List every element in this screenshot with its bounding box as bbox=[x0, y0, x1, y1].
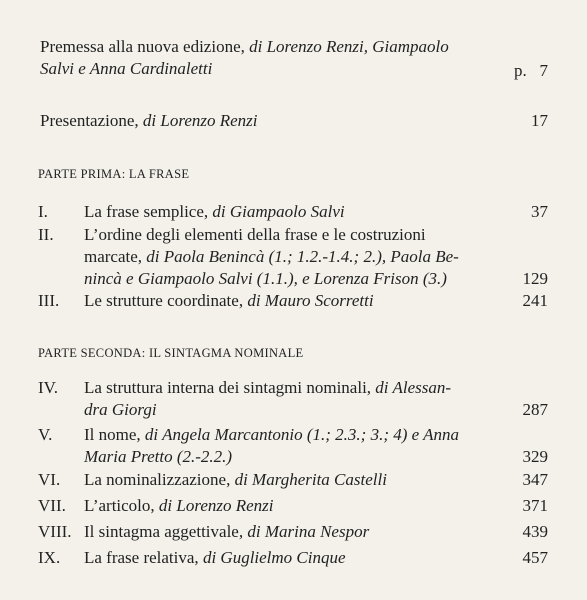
chapter-number: VIII. bbox=[38, 522, 72, 541]
toc-entry-text: La frase semplice, di Giampaolo Salvi bbox=[84, 202, 345, 221]
toc-page-number: 241 bbox=[522, 291, 548, 310]
chapter-number: VII. bbox=[38, 496, 66, 515]
toc-page-number: 329 bbox=[522, 447, 548, 466]
toc-page-number: 439 bbox=[522, 522, 548, 541]
toc-page-number: 371 bbox=[522, 496, 548, 515]
toc-page-number: 37 bbox=[531, 202, 548, 221]
toc-entry-text: La struttura interna dei sintagmi nominali, di Alessan- dra Giorgi bbox=[84, 378, 452, 419]
chapter-number: IX. bbox=[38, 548, 61, 567]
toc-entry-text bbox=[40, 36, 492, 80]
chapter-number: VI. bbox=[38, 470, 61, 489]
toc-entry-text: L’articolo, di Lorenzo Renzi bbox=[84, 496, 274, 515]
toc-entry-text: Il sintagma aggettivale, di Marina Nespor bbox=[84, 522, 370, 541]
toc-title: Premessa alla nuova edizione, bbox=[40, 37, 245, 56]
chapter-number: II. bbox=[38, 225, 54, 244]
chapter-number: V. bbox=[38, 425, 53, 444]
part-heading: PARTE SECONDA: IL SINTAGMA NOMINALE bbox=[38, 346, 304, 360]
chapter-number: III. bbox=[38, 291, 60, 310]
toc-title: Presentazione, bbox=[40, 111, 139, 130]
toc-entry-text: La nominalizzazione, di Margherita Castelli bbox=[84, 470, 387, 489]
toc-page-number: 347 bbox=[522, 470, 548, 489]
toc-page-number: 287 bbox=[522, 400, 548, 419]
toc-page-number: 457 bbox=[522, 548, 548, 567]
toc-entry-text: Le strutture coordinate, di Mauro Scorretti bbox=[84, 291, 374, 310]
toc-page-number: 17 bbox=[531, 111, 548, 130]
toc-entry-text: L’ordine degli elementi della frase e le costruzioni marcate, di Paola Benincà (1.; 1.2.-1.4.; 2.), Paola Be- nincà e Giampaolo Salvi (1.1.), e Lorenza Frison (3.) bbox=[84, 225, 459, 288]
toc-entry-text: Il nome, di Angela Marcantonio (1.; 2.3.; 3.; 4) e Anna Maria Pretto (2.-2.2.) bbox=[84, 425, 460, 466]
toc-authors-cont: Salvi e Anna Cardinaletti bbox=[40, 59, 213, 78]
toc-authors: di Lorenzo Renzi bbox=[142, 111, 258, 130]
chapter-number: IV. bbox=[38, 378, 58, 397]
toc-page-number: 129 bbox=[522, 269, 548, 288]
part-heading: PARTE PRIMA: LA FRASE bbox=[38, 167, 190, 181]
toc-entry-text: La frase relativa, di Guglielmo Cinque bbox=[84, 548, 346, 567]
toc-entry-text bbox=[40, 110, 492, 132]
toc-page-number: p. 7 bbox=[514, 61, 548, 80]
chapter-number: I. bbox=[38, 202, 48, 221]
toc-authors: di Lorenzo Renzi, Giampaolo bbox=[249, 37, 449, 56]
